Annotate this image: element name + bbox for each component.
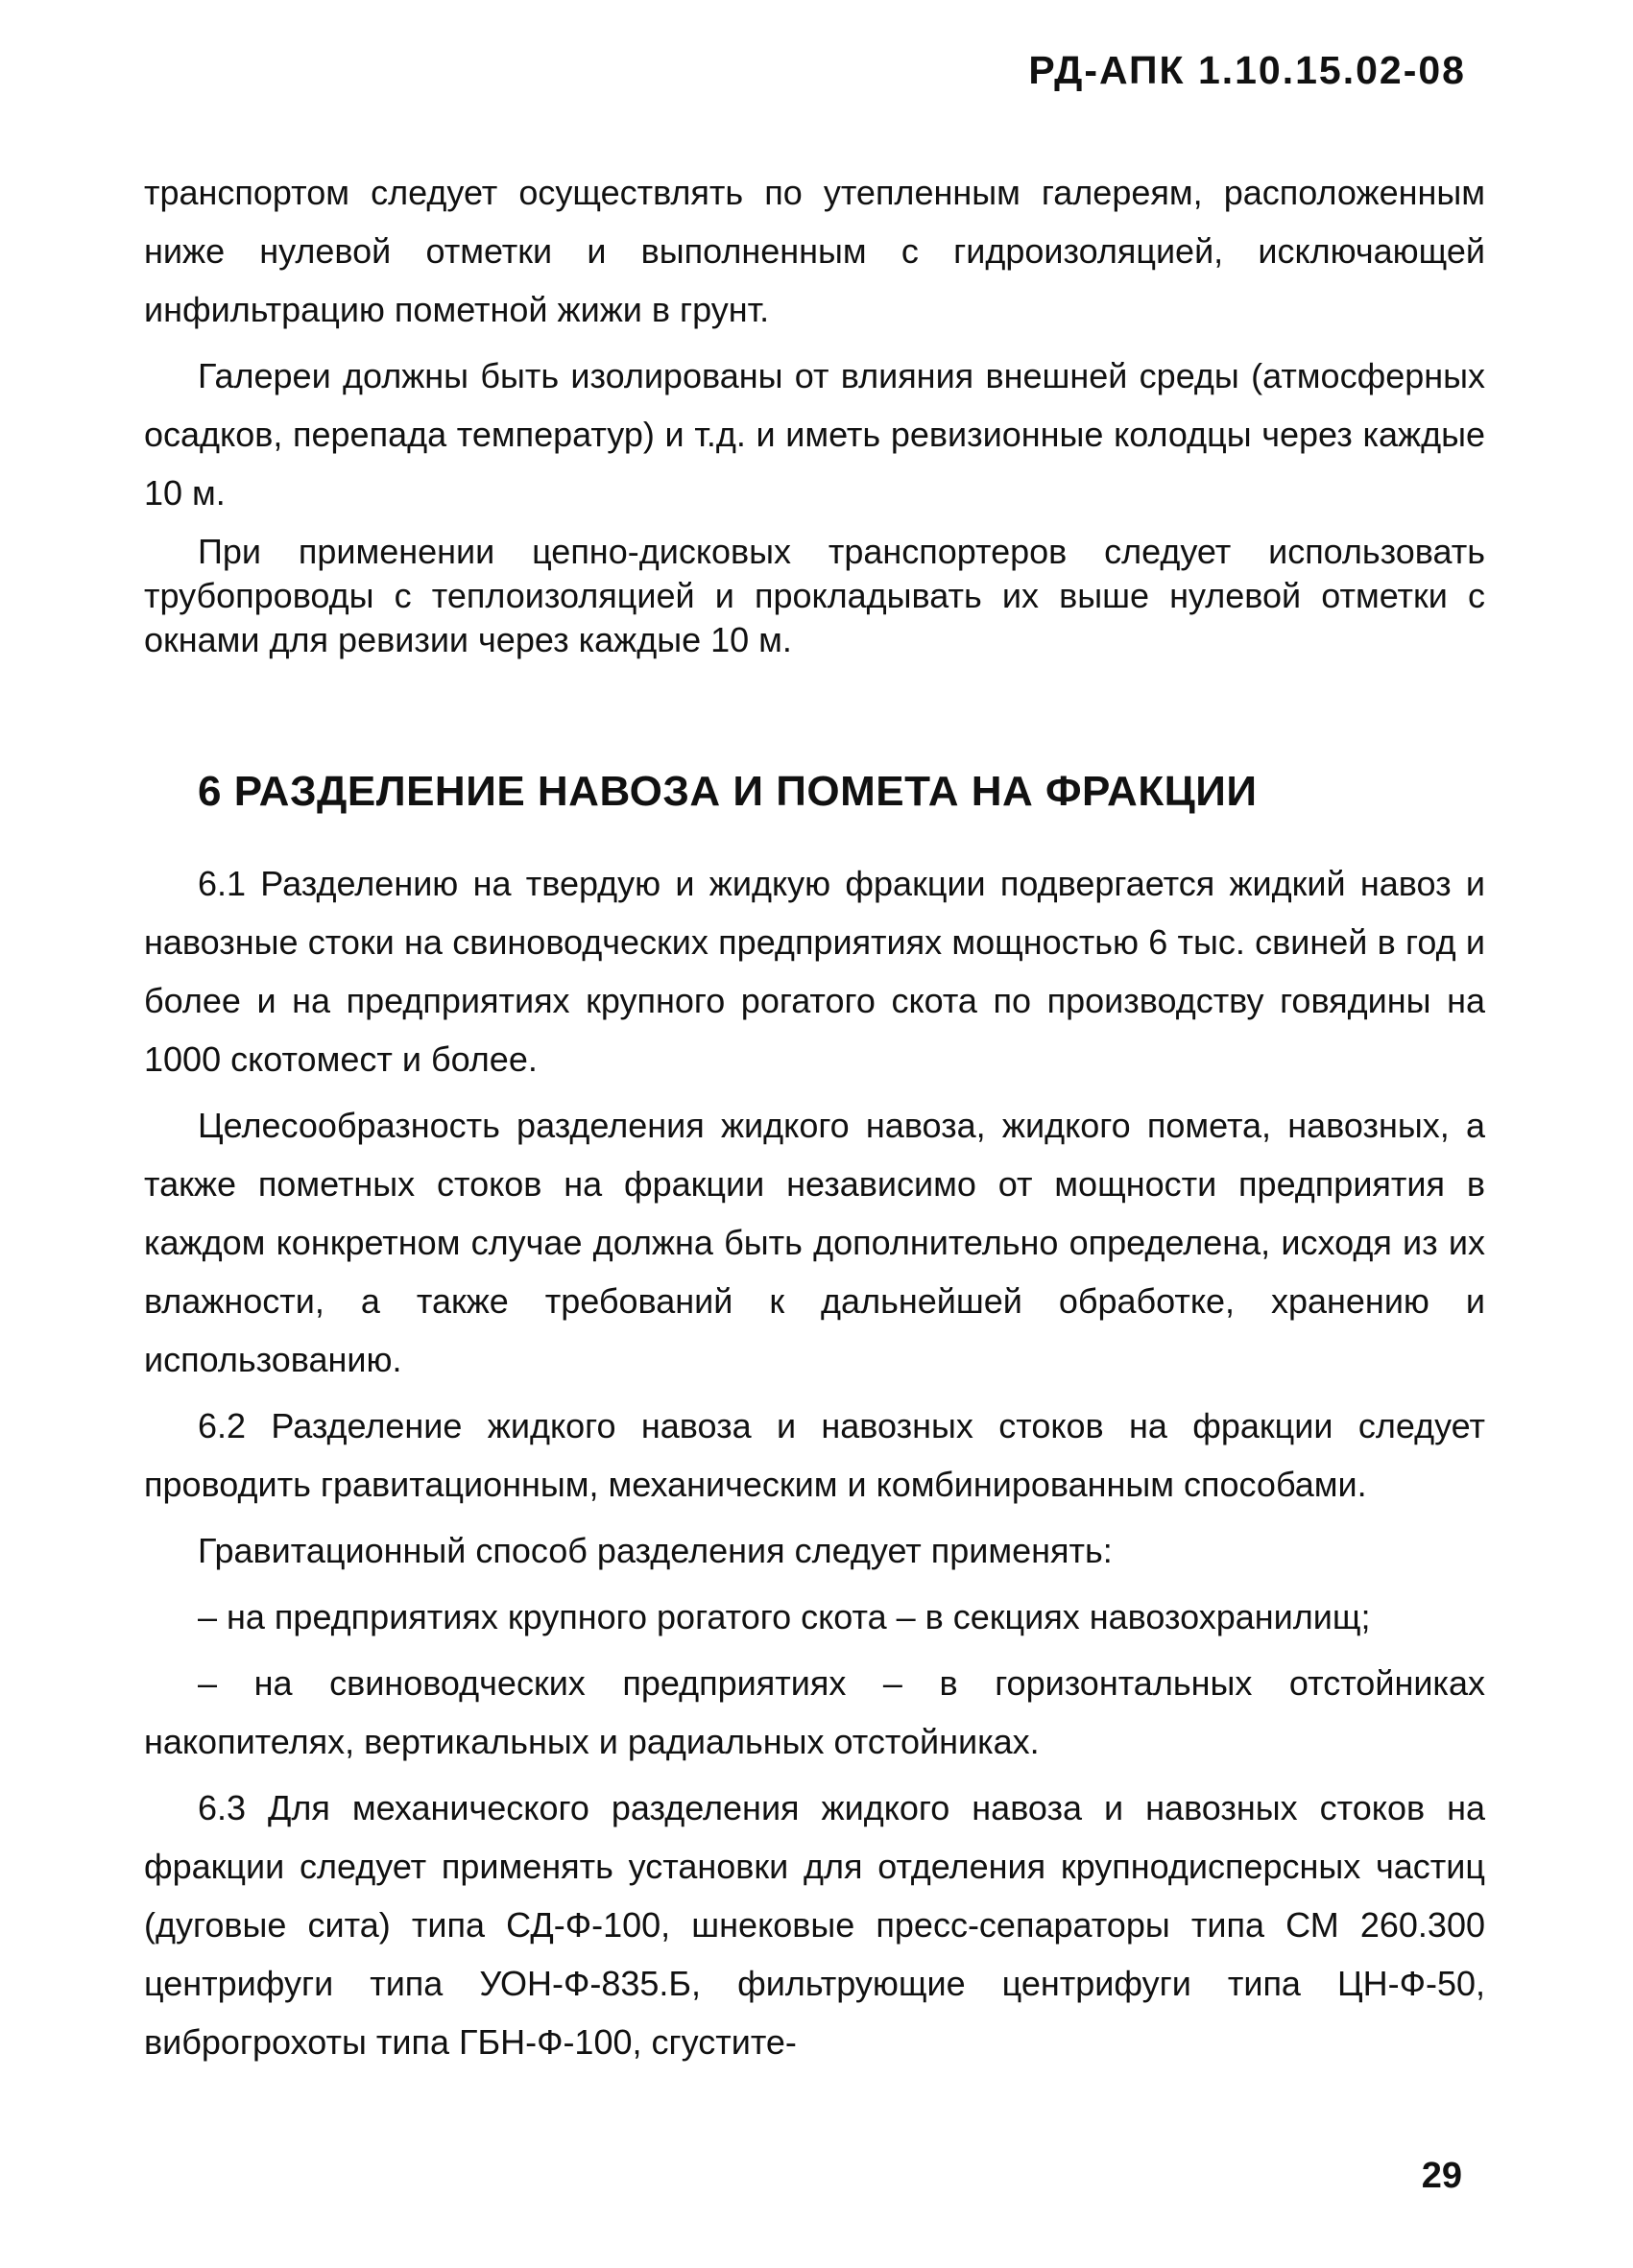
paragraph-6-1: 6.1 Разделению на твердую и жидкую фракции подвергается жидкий навоз и навозные стоки на свиноводческих предприятиях мощностью 6 тыс. свиней в год и более и на предприятиях крупного рогатого скота по производству говядины на 1000 скотомест и более.: [144, 864, 1485, 1079]
paragraph-galleries-continuation: транспортом следует осуществлять по утепленным галереям, расположенным ниже нулевой отметки и выполненным с гидроизоляцией, исключающей инфильтрацию пометной жижи в грунт.: [144, 173, 1485, 329]
paragraph-6-3: 6.3 Для механического разделения жидкого навоза и навозных стоков на фракции следует применять установки для отделения крупнодисперсных частиц (дуговые сита) типа СД-Ф-100, шнековые пресс-сепараторы типа СМ 260.300 центрифуги типа УОН-Ф-835.Б, фильтрующие центрифуги типа ЦН-Ф-50, виброгрохоты типа ГБН-Ф-100, сгустите-: [144, 1788, 1485, 2062]
document-code-header: РД-АПК 1.10.15.02-08: [1028, 48, 1466, 92]
paragraph-6-2-gravitational: Гравитационный способ разделения следует применять:: [198, 1531, 1113, 1570]
paragraph-chain-disc-conveyors: При применении цепно-дисковых транспортеров следует использовать трубопроводы с теплоизоляцией и прокладывать их выше нулевой отметки с окнами для ревизии через каждые 10 м.: [144, 532, 1485, 659]
list-item-pig-farms: – на свиноводческих предприятиях – в горизонтальных отстойниках накопителях, вертикальных и радиальных отстойниках.: [144, 1663, 1485, 1761]
paragraph-6-1-expediency: Целесообразность разделения жидкого навоза, жидкого помета, навозных, а также пометных стоков на фракции независимо от мощности предприятия в каждом конкретном случае должна быть дополнительно определена, исходя из их влажности, а также требований к дальнейшей обработке, хранению и использованию.: [144, 1106, 1485, 1379]
document-body: [144, 163, 1485, 2079]
list-item-cattle: – на предприятиях крупного рогатого скота – в секциях навозохранилищ;: [198, 1597, 1371, 1636]
section-title: 6 РАЗДЕЛЕНИЕ НАВОЗА И ПОМЕТА НА ФРАКЦИИ: [198, 768, 1258, 815]
paragraph-6-2: 6.2 Разделение жидкого навоза и навозных стоков на фракции следует проводить гравитационным, механическим и комбинированным способами.: [144, 1406, 1485, 1504]
paragraph-galleries-isolation: Галереи должны быть изолированы от влияния внешней среды (атмосферных осадков, перепада температур) и т.д. и иметь ревизионные колодцы через каждые 10 м.: [144, 356, 1485, 513]
page-number: 29: [1421, 2156, 1462, 2196]
